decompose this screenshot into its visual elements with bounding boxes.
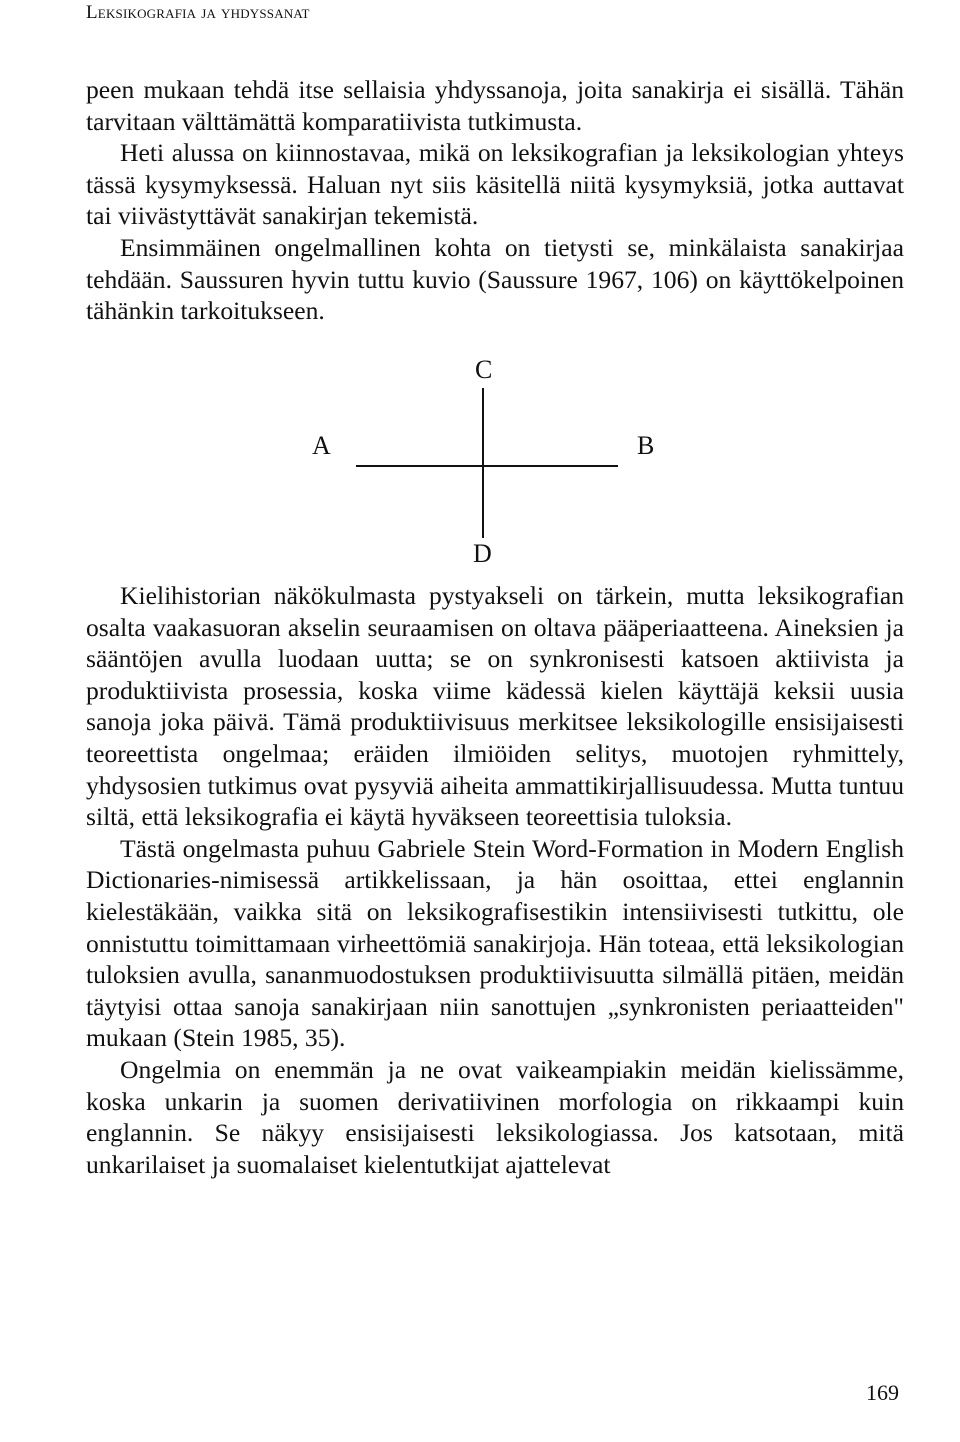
axis-label-bottom: D <box>473 539 492 568</box>
paragraph: Tästä ongelmasta puhuu Gabriele Stein Word-Formation in Modern English Dictionaries-nimisessä artikkelissaan, ja hän osoittaa, ettei englannin kielestäkään, vaikka sitä on leksikografisestikin intensiivisesti tutkittu, ole onnistuttu toimittamaan virheettömiä sanakirjoja. Hän toteaa, että leksikologian tuloksien avulla, sananmuodostuksen produktiivisuutta silmällä pitäen, meidän täytyisi ottaa sanoja sanakirjaan niin sanottujen „synkronisten periaatteiden" mukaan (Stein 1985, 35). <box>86 833 904 1053</box>
paragraph: peen mukaan tehdä itse sellaisia yhdyssanoja, joita sanakirja ei sisällä. Tähän tarvitaan välttämättä komparatiivista tutkimusta. <box>86 75 904 136</box>
paragraph: Ensimmäinen ongelmallinen kohta on tietysti se, minkälaista sanakirjaa tehdään. Saussuren hyvin tuttu kuvio (Saussure 1967, 106) on käyttökelpoinen tähänkin tarkoitukseen. <box>86 232 904 326</box>
page-number: 169 <box>866 1380 899 1405</box>
axis-label-top: C <box>475 355 493 384</box>
paragraph: Kielihistorian näkökulmasta pystyakseli on tärkein, mutta leksikografian osalta vaakasuoran akselin seuraamisen on oltava pääperiaatteena. Aineksien ja sääntöjen avulla luodaan uutta; se on synkronisesti katsoen aktiivista ja produktiivista prosessia, koska viime kädessä kielen käyttäjä keksii uusia sanoja joka päivä. Tämä produktiivisuus merkitsee leksikologille ensisijaisesti teoreettista ongelmaa; eräiden ilmiöiden selitys, muotojen ryhmittely, yhdysosien tutkimus ovat pysyviä aiheita ammattikirjallisuudessa. Mutta tuntuu siltä, että leksikografia ei käytä hyväkseen teoreettisia tuloksia. <box>86 581 904 832</box>
axis-label-left: A <box>312 431 331 460</box>
axis-label-right: B <box>637 431 655 460</box>
saussure-cross-diagram <box>300 345 660 580</box>
horizontal-axis <box>356 465 618 467</box>
paragraph: Ongelmia on enemmän ja ne ovat vaikeampiakin meidän kielissämme, koska unkarin ja suomen derivatiivinen morfologia on rikkaampi kuin englannin. Se näkyy ensisijaisesti leksikologiassa. Jos katsotaan, mitä unkarilaiset ja suomalaiset kielentutkijat ajattelevat <box>86 1054 904 1179</box>
body-text-bottom <box>86 580 904 1180</box>
vertical-axis <box>482 388 484 538</box>
running-head: Leksikografia ja yhdyssanat <box>86 2 310 23</box>
body-text-top <box>86 74 904 327</box>
paragraph: Heti alussa on kiinnostavaa, mikä on leksikografian ja leksikologian yhteys tässä kysymyksessä. Haluan nyt siis käsitellä niitä kysymyksiä, jotka auttavat tai viivästyttävät sanakirjan tekemistä. <box>86 138 904 231</box>
